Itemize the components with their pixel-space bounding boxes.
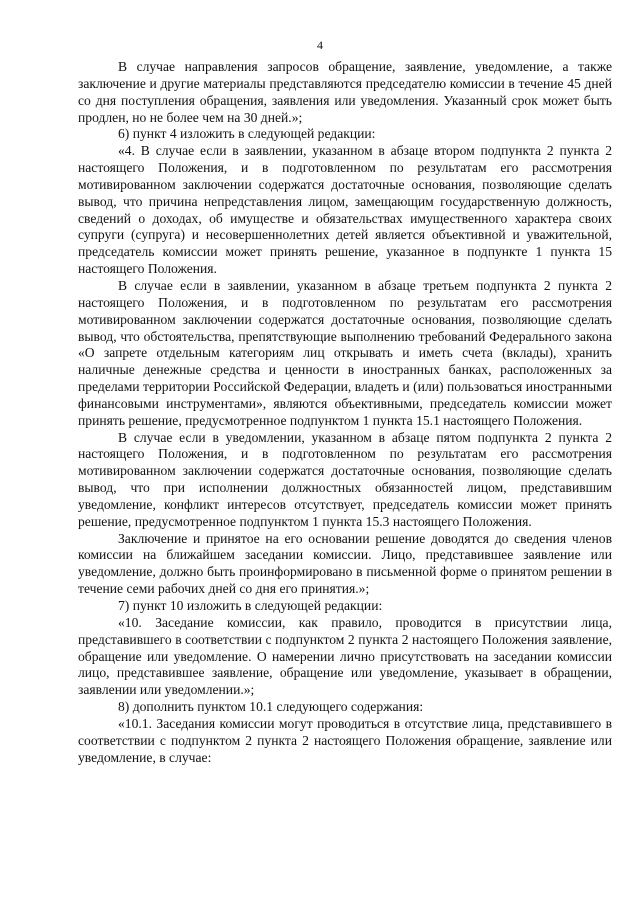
paragraph-clause-10: «10. Заседание комиссии, как правило, проводится в присутствии лица, представившего в соответствии с подпунктом 2 пункта 2 настоящего Положения заявление, обращение или уведомление. О намерении лично присутствовать на заседании комиссии лицо, представившее заявление, обращение или уведомление, указывает в обращении, заявлении или уведомлении.»; [78,614,612,698]
paragraph-item-7-heading: 7) пункт 10 изложить в следующей редакции: [118,598,383,613]
document-body [78,59,612,766]
paragraph-item-8-heading: 8) дополнить пунктом 10.1 следующего содержания: [118,699,424,715]
paragraph-clause-4: «4. В случае если в заявлении, указанном в абзаце втором подпункта 2 пункта 2 настоящего Положения, и в подготовленном по результатам его рассмотрения мотивированном заключении содержатся достаточные основания, позволяющие сделать вывод, что причина непредставления лицом, замещающим государственную должность, сведений о доходах, об имуществе и обязательствах имущественного характера своих супруги (супруга) и несовершеннолетних детей является объективной и уважительной, председатель комиссии может принять решение, указанное в подпункте 1 пункта 15 настоящего Положения. [78,143,612,277]
paragraph-clause-4-accounts: В случае если в заявлении, указанном в абзаце третьем подпункта 2 пункта 2 настоящего Положения, и в подготовленном по результатам его рассмотрения мотивированном заключении содержатся достаточные основания, позволяющие сделать вывод, что обстоятельства, препятствующие выполнению требований Федерального закона «О запрете отдельным категориям лиц открывать и иметь счета (вклады), хранить наличные денежные средства и ценности в иностранных банках, расположенных за пределами территории Российской Федерации, владеть и (или) пользоваться иностранными финансовыми инструментами», являются объективными, председатель комиссии может принять решение, предусмотренное подпунктом 1 пункта 15.1 настоящего Положения. [78,277,612,428]
paragraph-clause-10-1: «10.1. Заседания комиссии могут проводиться в отсутствие лица, представившего в соответствии с подпунктом 2 пункта 2 настоящего Положения обращение, заявление или уведомление, в случае: [78,715,612,765]
paragraph-clause-4-conclusion: Заключение и принятое на его основании решение доводятся до сведения членов комиссии на ближайшем заседании комиссии. Лицо, представившее заявление или уведомление, должно быть проинформировано в письменной форме о принятом решении в течение семи рабочих дней со дня его принятия.»; [78,530,612,597]
paragraph-item-6-heading: 6) пункт 4 изложить в следующей редакции: [118,126,376,142]
paragraph-clause-4-notification: В случае если в уведомлении, указанном в абзаце пятом подпункта 2 пункта 2 настоящего Положения, и в подготовленном по результатам его рассмотрения мотивированном заключении содержатся достаточные основания, позволяющие сделать вывод, что при исполнении должностных обязанностей лицом, представившим уведомление, конфликт интересов отсутствует, председатель комиссии может принять решение, предусмотренное подпунктом 1 пункта 15.3 настоящего Положения. [78,429,612,529]
paragraph-request-terms: В случае направления запросов обращение, заявление, уведомление, а также заключение и другие материалы представляются председателю комиссии в течение 45 дней со дня поступления обращения, заявления или уведомления. Указанный срок может быть продлен, но не более чем на 30 дней.»; [78,59,612,125]
page-number: 4 [317,38,323,52]
